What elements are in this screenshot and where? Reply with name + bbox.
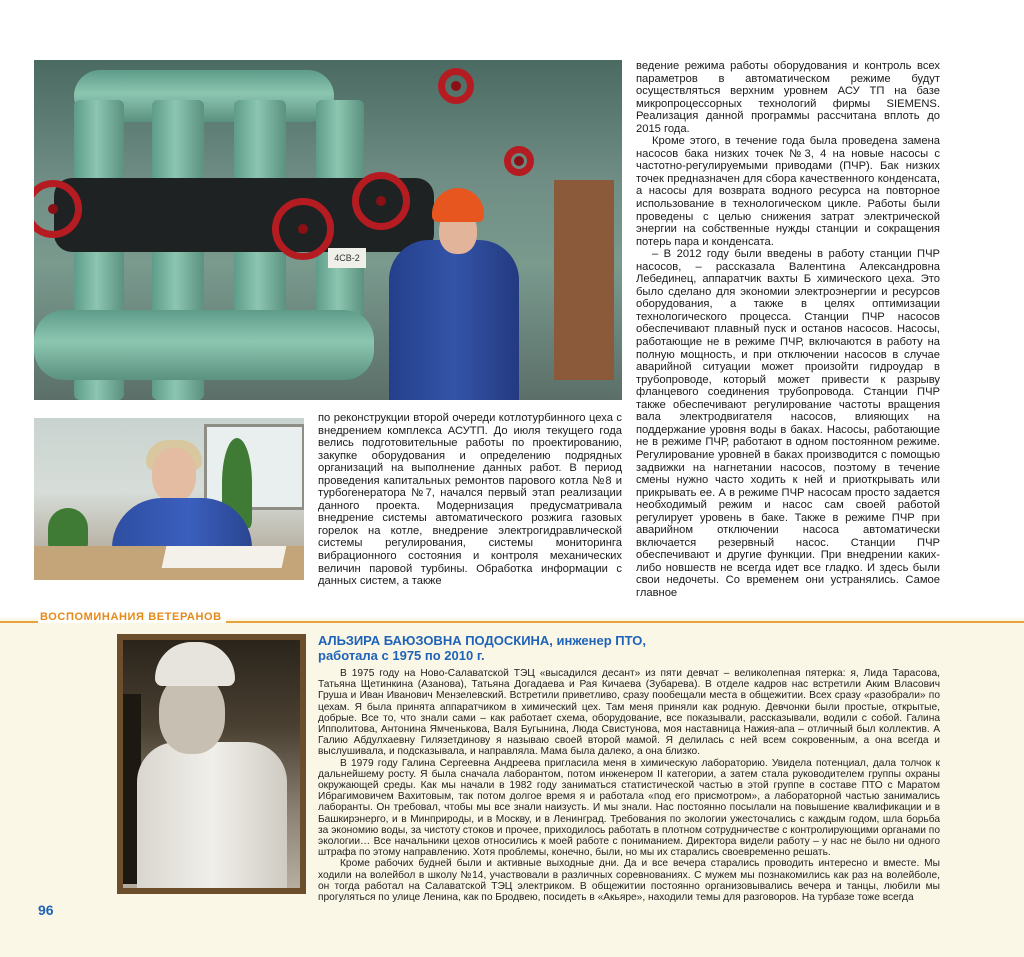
valve-tag: 4СВ-2 bbox=[328, 248, 366, 268]
paragraph: В 1979 году Галина Сергеевна Андреева пригласила меня в химическую лабораторию. Увидела потенциал, дала толчок к дальнейшему росту. Я была сначала лаборантом, потом инженером II категории, а затем стала руководителем группы охраны окружающей среды. Как мы начали в 1982 году заниматься статистической частью в этой группе в составе ПТО с Маратом Ибрагимовичем Вахитовым, так потом долгое время я и работала «под его присмотром», а лабораторной частью занимались лаборанты. Он требовал, чтобы мы все знали наизусть. И мы знали. Нас постоянно посылали на повышение квалификации и в Башкирэнерго, и в Минприроды, и в Москву, и в Ленинград. Требования по экологии ужесточались с каждым годом, шла борьба за экономию воды, за чистоту стоков и прочее, приходилось работать в плотном сотрудничестве с контролирующими органами по экологии… Все начальники цехов относились к моей работе с пониманием. Директора видели работу – у нас не было ни одного штрафа по этому направлению. Хотя проблемы, конечно, были, но мы их старались своевременно решать. bbox=[318, 757, 940, 859]
helmet-icon bbox=[432, 188, 484, 222]
boiler-room-photo bbox=[34, 60, 622, 400]
veteran-portrait bbox=[117, 634, 306, 894]
page-number: 96 bbox=[38, 902, 54, 918]
right-column-text bbox=[636, 60, 940, 600]
paragraph: ведение режима работы оборудования и контроль всех параметров в автоматическом режиме будут осуществляться верхним уровнем АСУ ТП на базе микропроцессорных технологий фирмы SIEMENS. Реализация данной программы рассчитана вплоть до 2015 года. bbox=[636, 60, 940, 135]
veteran-role: работала с 1975 по 2010 г. bbox=[318, 648, 485, 663]
paragraph: – В 2012 году были введены в работу станции ПЧР насосов, – рассказала Валентина Александровна Лебединец, аппаратчик вахты Б химического цеха. Это было сделано для экономии электроэнергии и ресурсов оборудования, а также в целях оптимизации технологического процесса. Станции ПЧР насосов обеспечивают плавный пуск и останов насосов. Насосы, работающие не в режиме ПЧР, включаются в работу на полную мощность, и при отключении насосов в случае аварийной ситуации может произойти гидроудар в трубопроводе, который может привести к разрыву фланцевого соединения трубопровода. Станции ПЧР также обеспечивают регулирование частоты вращения вала электродвигателя насосов, влияющих на поддержание уровня воды в баках. Насосы, работающие не в режиме ПЧР, работают в одном постоянном режиме. Регулирование уровней в баках производится с помощью задвижки на нагнетании насосов, поэтому в течение смены нужно часто ходить к ней и приоткрывать или прикрывать ее. А в режиме ПЧР насосам просто задается необходимый режим и насос сам своей работой регулирует уровень в баке. Также в режиме ПЧР при аварийном отключении насоса автоматически включается резервный насос. Станции ПЧР обеспечивают и другие функции. При внедрении каких-либо новшеств не всегда идет все гладко. И здесь были свои недочеты. Со временем они устранялись. Самое главное bbox=[636, 248, 940, 599]
office-photo bbox=[34, 418, 304, 580]
veteran-name: АЛЬЗИРА БАЮЗОВНА ПОДОСКИНА, инженер ПТО, bbox=[318, 633, 646, 648]
paragraph: Кроме этого, в течение года была проведена замена насосов бака низких точек №3, 4 на новые насосы с частотно-регулируемыми приводами (ПЧР). Бак низких точек предназначен для сбора качественного конденсата, а насосы для возврата водного ресурса на повторное использование в технологическом цикле. Работы были проведены с целью снижения затрат электрической энергии на собственные нужды станции и сокращения потерь пара и конденсата. bbox=[636, 135, 940, 248]
paragraph: В 1975 году на Ново-Салаватской ТЭЦ «высадился десант» из пяти девчат – великолепная пятерка: я, Лида Тарасова, Татьяна Щетинкина (Азанова), Татьяна Догадаева и Рая Кичаева (Зубарева). В отделе кадров нас встретили Аким Власович Груша и Иван Иванович Мензелевский. Встретили приветливо, сразу пообещали места в общежитии. Всех сразу «разобрали» по цехам. Я была принята аппаратчиком в химический цех. Там меня приняли как родную. Девчонки были простые, открытые, добрые. Все то, что знали сами – как работает схема, оборудование, все показывали, рассказывали, водили с собой. Галина Ипполитова, Антонина Ямченькова, Валя Бугынина, Люда Свистунова, моя наставница Нажия-апа – отличный был коллектив. А Галию Абдулхаевну Гилязетдинову я называю своей второй мамой. Я делилась с ней всем сокровенным, а она всегда и выслушивала, и подсказывала, и направляла. Мама была далеко, а она близко. bbox=[318, 668, 940, 758]
section-label: ВОСПОМИНАНИЯ ВЕТЕРАНОВ bbox=[38, 611, 226, 623]
paragraph: Кроме рабочих будней были и активные выходные дни. Да и все вечера старались проводить интересно и вместе. Мы ходили на волейбол в школу №14, участвовали в различных соревнованиях. С мужем мы познакомились как раз на волейболе, он тогда работал на Салаватской ТЭЦ электриком. В общежитии постоянно организовывались вечера и танцы, любили мы прогуляться по улице Ленина, как по Бродвею, посидеть в «Акьяре», находили темы для разговоров. На турбазе тоже всегда bbox=[318, 858, 940, 904]
middle-column-text: по реконструкции второй очереди котлотурбинного цеха с внедрением комплекса АСУТП. До июля текущего года велись подготовительные работы по проектированию, закупке оборудования и определению подрядных организаций на выполнение данных работ. В период проведения капитальных ремонтов парового котла №8 и турбогенератора №7, начался первый этап реализации данного проекта. Модернизация предусматривала внедрение системы автоматического розжига газовых горелок на котле, внедрение электрогидравлической системы регулирования, системы мониторинга вибрационного состояния и контроля механических величин паровой турбины. Обработка информации с данных систем, а также bbox=[318, 412, 622, 588]
veteran-story bbox=[318, 668, 940, 903]
